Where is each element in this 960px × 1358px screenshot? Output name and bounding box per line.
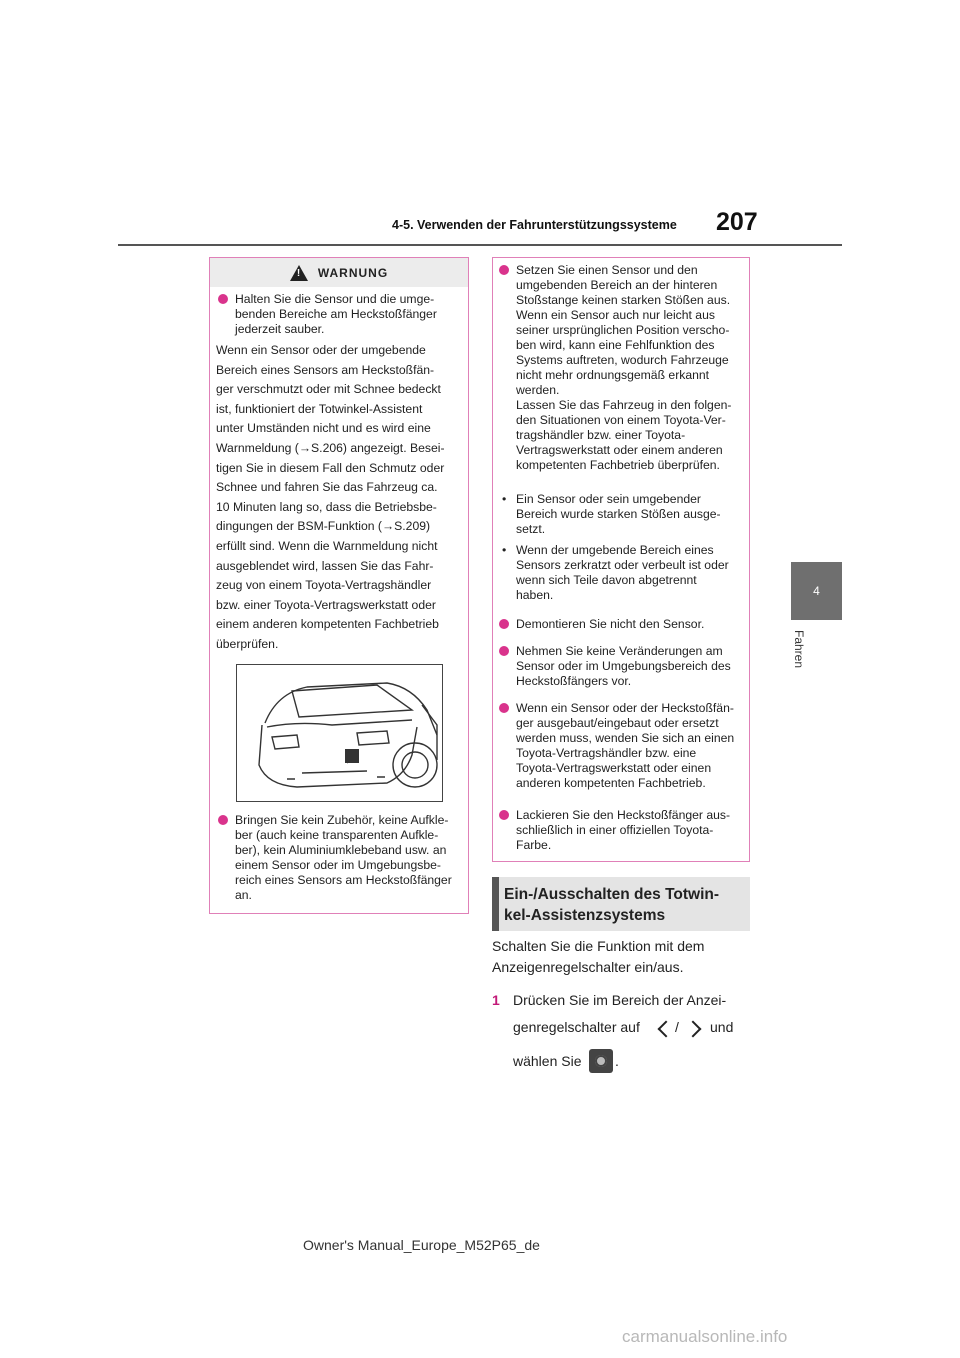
bullet-no-dismount: Demontieren Sie nicht den Sensor. — [499, 617, 746, 632]
body-text-line: Anzeigenregelschalter ein/aus. — [492, 959, 684, 975]
section-heading-title: Ein-/Ausschalten des Totwin- kel-Assistenzsystems — [504, 886, 720, 924]
chevron-left-icon — [655, 1019, 671, 1039]
bullet-dot-icon — [218, 294, 228, 304]
bullet-replacement: Wenn ein Sensor oder der Heckstoßfän- ger ausgebaut/eingebaut oder ersetzt werden muss, wenden Sie sich an einen Toyota-Vertragshändler bzw. eine Toyota-Vertragswerkstatt oder einen anderen kompetenten Fachbetrieb. — [499, 701, 746, 791]
chapter-tab: 4 — [791, 562, 842, 620]
bullet-no-modify: Nehmen Sie keine Veränderungen am Sensor oder im Umgebungsbereich des Heckstoßfängers vor. — [499, 644, 746, 689]
section-heading — [492, 877, 750, 931]
settings-gear-icon — [589, 1049, 613, 1073]
step-text-line: Drücken Sie im Bereich der Anzei- — [513, 992, 727, 1008]
sub-item-impact: • Ein Sensor oder sein umgebender Bereich wurde starken Stößen ausge- setzt. — [502, 492, 721, 536]
caution-box-right — [492, 257, 750, 862]
warning-bullet-accessories: Bringen Sie kein Zubehör, keine Aufkle- ber (auch keine transparenten Aufkle- ber), kein Aluminiumklebeband usw. an einem Sensor oder im Umgebungsbe- reich eines Sensors am Heckstoßfänger an. — [218, 813, 463, 903]
period: . — [615, 1053, 619, 1069]
warning-bullet-clean: Halten Sie die Sensor und die umge- benden Bereiche am Heckstoßfänger jederzeit sauber. — [218, 292, 463, 337]
slash: / — [675, 1019, 679, 1035]
bullet-dot-icon — [499, 646, 509, 656]
bullet-dot-icon — [499, 619, 509, 629]
warning-paragraph: Wenn ein Sensor oder der umgebende Bereich eines Sensors am Heckstoßfän- ger verschmutzt oder mit Schnee bedeckt ist, funktioniert der Totwinkel-Assistent unter Umständen nicht und es wird eine Warnmeldung (→S.206) angezeigt. Besei- tigen Sie in diesem Fall den Schmutz oder Schnee und fahren Sie das Fahrzeug ca. 10 Minuten lang so, dass die Betriebsbe- dingungen der BSM-Funktion (→S.209) erfüllt sind. Wenn die Warnmeldung nicht ausgeblendet wird, lassen Sie das Fahr- zeug von einem Toyota-Vertragshändler bzw. einer Toyota-Vertragswerkstatt oder einem anderen kompetenten Fachbetrieb überprüfen. — [216, 343, 445, 651]
body-text-line: Schalten Sie die Funktion mit dem — [492, 938, 705, 954]
heading-accent-bar — [492, 877, 499, 931]
bullet-dot-icon — [499, 703, 509, 713]
step-text-line: genregelschalter auf — [513, 1019, 640, 1035]
warning-box — [209, 257, 469, 914]
header-rule — [118, 244, 842, 246]
watermark: carmanualsonline.info — [622, 1327, 788, 1346]
bullet-paint: Lackieren Sie den Heckstoßfänger aus- schließlich in einer offiziellen Toyota- Farbe. — [499, 808, 746, 853]
chevron-right-icon — [686, 1019, 702, 1039]
warning-title: WARNUNG — [317, 265, 389, 280]
section-title: 4-5. Verwenden der Fahrunterstützungssysteme — [392, 218, 677, 232]
sub-item-scratched: • Wenn der umgebende Bereich eines Sensors zerkratzt oder verbeult ist oder wenn sich Teile davon abgetrennt haben. — [502, 543, 729, 602]
warning-header — [210, 258, 468, 287]
car-rear-illustration — [236, 664, 443, 802]
car-rear-icon — [237, 665, 442, 801]
step-number: 1 — [492, 992, 500, 1008]
bullet-dot-icon — [499, 265, 509, 275]
manual-footer: Owner's Manual_Europe_M52P65_de — [303, 1237, 540, 1253]
bullet-dot-icon — [218, 815, 228, 825]
chapter-label: Fahren — [792, 630, 806, 669]
page-number: 207 — [716, 208, 758, 236]
bullet-dot-icon — [499, 810, 509, 820]
step-text-line: und — [710, 1019, 734, 1035]
step-text-line: wählen Sie — [513, 1053, 582, 1069]
warning-triangle-icon — [290, 265, 308, 281]
bullet-impact: Setzen Sie einen Sensor und den umgebenden Bereich an der hinteren Stoßstange keinen starken Stößen aus. Wenn ein Sensor auch nur leicht aus seiner ursprünglichen Position verscho- ben wird, kann eine Fehlfunktion des Systems auftreten, wodurch Fahrzeuge nicht mehr ordnungsgemäß erkannt werden. Lassen Sie das Fahrzeug in den folgen- den Situationen von einem Toyota-Ver- tragshändler bzw. einer Toyota- Vertragswerkstatt oder einem anderen kompetenten Fachbetrieb überprüfen. — [499, 263, 746, 473]
